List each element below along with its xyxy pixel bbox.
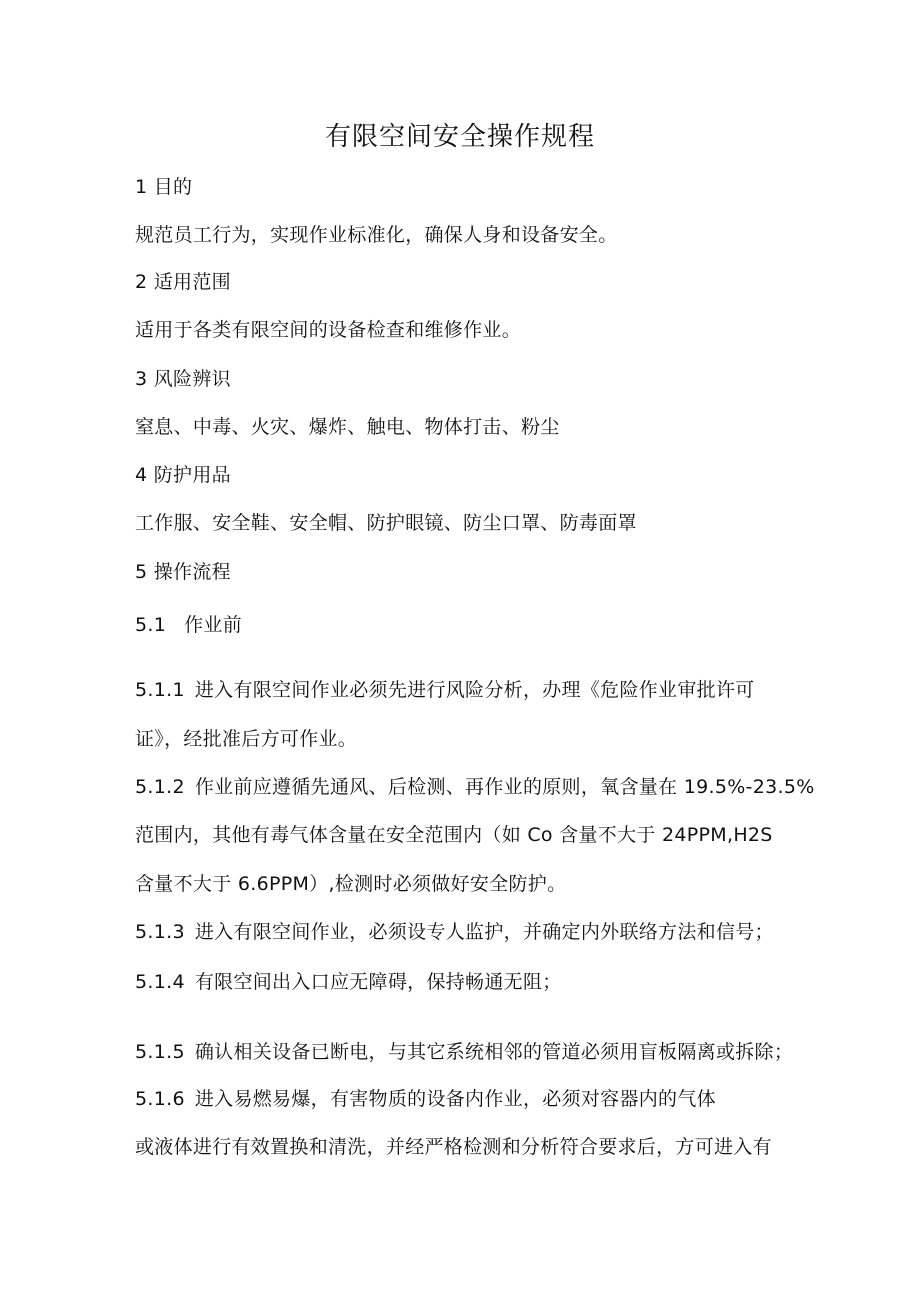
section-heading-risk: 3 风险辨识 [135, 368, 231, 390]
clause-5-1-3 [135, 920, 795, 944]
clause-5-1-4 [135, 970, 795, 994]
clause-number: 5.1.6 [135, 1088, 185, 1110]
clause-5-1-1-line-1 [135, 678, 795, 702]
clause-text: 作业前应遵循先通风、后检测、再作业的原则，氧含量在 19.5%-23.5% [194, 776, 815, 798]
clause-5-1-2-line-1 [135, 775, 815, 799]
section-heading-ppe: 4 防护用品 [135, 464, 231, 486]
clause-number: 5.1.2 [135, 776, 185, 798]
section-heading-procedure: 5 操作流程 [135, 561, 231, 583]
clause-number: 5.1.1 [135, 679, 185, 701]
clause-5-1-5 [135, 1040, 795, 1064]
clause-text: 进入有限空间作业，必须设专人监护，并确定内外联络方法和信号； [194, 921, 774, 943]
document-title: 有限空间安全操作规程 [324, 122, 595, 152]
subsection-number: 5.1 [135, 614, 167, 636]
subsection-heading-pre-work [135, 613, 795, 637]
clause-number: 5.1.3 [135, 921, 185, 943]
clause-number: 5.1.4 [135, 971, 185, 993]
clause-text: 进入易燃易爆，有害物质的设备内作业，必须对容器内的气体 [194, 1088, 716, 1110]
section-body-risk: 窒息、中毒、火灾、爆炸、触电、物体打击、粉尘 [135, 416, 560, 438]
clause-text: 有限空间出入口应无障碍，保持畅通无阻； [194, 971, 562, 993]
clause-5-1-6-line-2: 或液体进行有效置换和清洗，并经严格检测和分析符合要求后，方可进入有 [135, 1136, 772, 1158]
clause-5-1-6-line-1 [135, 1087, 795, 1111]
section-heading-purpose: 1 目的 [135, 176, 193, 198]
clause-5-1-2-line-2: 范围内，其他有毒气体含量在安全范围内（如 Co 含量不大于 24PPM,H2S [135, 824, 773, 846]
clause-number: 5.1.5 [135, 1041, 185, 1063]
clause-5-1-2-line-3: 含量不大于 6.6PPM）,检测时必须做好安全防护。 [135, 873, 567, 895]
subsection-title: 作业前 [184, 614, 243, 636]
clause-text: 确认相关设备已断电，与其它系统相邻的管道必须用盲板隔离或拆除； [194, 1041, 794, 1063]
section-body-scope: 适用于各类有限空间的设备检查和维修作业。 [135, 319, 522, 341]
clause-text: 进入有限空间作业必须先进行风险分析，办理《危险作业审批许可 [194, 679, 755, 701]
section-heading-scope: 2 适用范围 [135, 271, 231, 293]
section-body-ppe: 工作服、安全鞋、安全帽、防护眼镜、防尘口罩、防毒面罩 [135, 512, 637, 534]
section-body-purpose: 规范员工行为，实现作业标准化，确保人身和设备安全。 [135, 224, 618, 246]
clause-5-1-1-line-2: 证》，经批准后方可作业。 [135, 728, 358, 750]
